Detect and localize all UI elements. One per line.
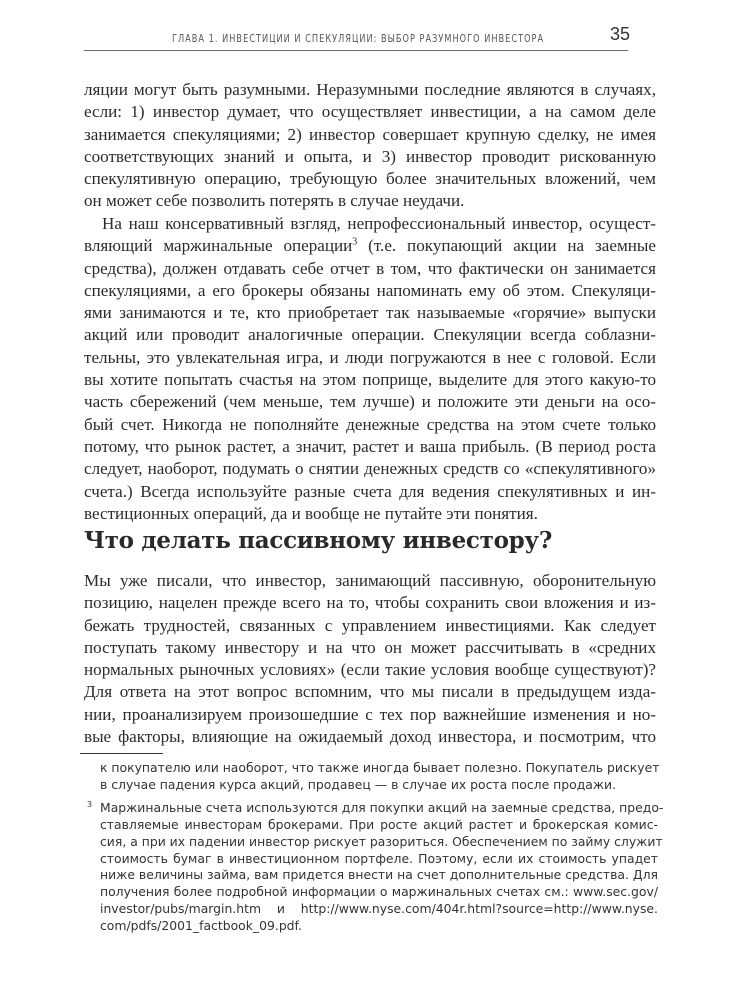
text-line: средства), должен отдавать себе отчет в том, что фактически он занимается <box>84 258 656 278</box>
text-line: соответствующих знаний и опыта, и 3) инвестор проводит рискованную <box>84 146 656 166</box>
text-line: Для ответа на этот вопрос вспомним, что мы писали в предыдущем изда- <box>84 682 656 702</box>
text-line: На наш консервативный взгляд, непрофессиональный инвестор, осущест- <box>102 214 656 233</box>
footnote-line: investor/pubs/margin.htm и http://www.nyse.com/404r.html?source=http://www.nyse. <box>100 901 658 917</box>
text-line: счета.) Всегда используйте разные счета для ведения спекулятивных и ин- <box>84 481 656 501</box>
text-fragment: (т.е. покупающий акции на заемные <box>357 236 656 256</box>
footnote-line: Маржинальные счета используются для покупки акций на заемные средства, предо- <box>100 799 664 815</box>
text-line: Мы уже писали, что инвестор, занимающий пассивную, оборонительную <box>84 571 656 590</box>
text-line: ями занимаются и те, кто приобретает так называемые «горячие» выпуски <box>84 303 656 323</box>
footnote-line: в случае падения курса акций, продавец — в случае их роста после продажи. <box>100 776 617 792</box>
text-line: вы хотите попытать счастья на этом поприще, выделите для этого какую-то <box>84 370 656 390</box>
text-line: позицию, нацелен прежде всего на то, чтобы сохранить свои вложения и из- <box>84 593 656 613</box>
footnote-marker: 3 <box>87 799 93 809</box>
text-line: он может себе позволить потерять в случае неудачи. <box>84 191 465 211</box>
footnote-line: сия, а при их падении инвестор рискует разориться. Обеспечением по займу служит <box>100 833 663 849</box>
paragraph-1 <box>84 79 656 213</box>
text-line: если: 1) инвестор думает, что осуществляет инвестиции, а на самом деле <box>84 102 656 122</box>
text-line: бый счет. Никогда не пополняйте денежные средства на этом счете только <box>84 414 656 434</box>
text-line: нормальных рыночных условиях» (если такие условия вообще существуют)? <box>84 660 656 680</box>
text-line: спекуляциями, а его брокеры обязаны напоминать ему об этом. Спекуляци- <box>84 280 656 300</box>
text-fragment: вляющий маржинальные операции <box>84 236 353 256</box>
text-line: ляции могут быть разумными. Неразумными последние являются в случаях, <box>84 80 656 99</box>
footnote-line: ниже величины займа, вам придется внести на счет дополнительные средства. Для <box>100 867 658 883</box>
text-line: акций или проводит аналогичные операции. Спекуляции всегда соблазни- <box>84 325 656 345</box>
footnote-line: к покупателю или наоборот, что также иногда бывает полезно. Покупатель рискует <box>100 760 660 775</box>
text-line <box>84 235 656 257</box>
text-line: вые факторы, влияющие на ожидаемый доход инвестора, и посмотрим, что <box>84 727 656 747</box>
footnotes <box>87 760 664 935</box>
paragraph-3 <box>84 570 656 748</box>
footnote-divider <box>80 753 163 754</box>
footnote-line: ставляемые инвесторам брокерами. При росте акций растет и брокерская комис- <box>100 816 658 832</box>
running-head <box>84 24 628 51</box>
footnote-continued <box>100 760 658 794</box>
chapter-title: ГЛАВА 1. ИНВЕСТИЦИИ И СПЕКУЛЯЦИИ: ВЫБОР РАЗУМНОГО ИНВЕСТОРА <box>172 33 545 45</box>
text-line: часть сбережений (чем меньше, тем лучше) и положите эти деньги на осо- <box>84 392 656 412</box>
text-line: поступать такому инвестору и на что он может рассчитывать в «средних <box>84 637 656 657</box>
text-line: следует, наоборот, подумать о снятии денежных средств со «спекулятивного» <box>84 459 656 479</box>
text-line: нии, проанализируем произошедшие с тех пор важнейшие изменения и но- <box>84 704 656 724</box>
footnote-line: стоимость бумаг в инвестиционном портфеле. Поэтому, если их стоимость упадет <box>100 850 658 866</box>
page-number: 35 <box>609 24 630 44</box>
text-line: бежать трудностей, связанных с управлением инвестициями. Как следует <box>84 615 656 635</box>
text-line: тельны, это увлекательная игра, и люди погружаются в нее с головой. Если <box>84 347 656 367</box>
section-heading: Что делать пассивному инвестору? <box>84 527 553 554</box>
paragraph-2 <box>84 213 656 525</box>
footnote-reference-3[interactable]: 3 <box>352 236 358 248</box>
text-line: потому, что рынок растет, а значит, растет и ваша прибыль. (В период роста <box>84 436 656 456</box>
text-line: спекулятивную операцию, требующую более значительных вложений, чем <box>84 169 656 189</box>
footnote-3 <box>87 799 664 935</box>
text-line: занимается спекуляциями; 2) инвестор совершает крупную сделку, не имея <box>84 124 656 144</box>
footnote-line: com/pdfs/2001_factbook_09.pdf. <box>100 918 302 934</box>
text-line: вестиционных операций, да и вообще не путайте эти понятия. <box>84 503 538 523</box>
footnote-line: получения более подробной информации о маржинальных счетах см.: www.sec.gov/ <box>100 884 658 900</box>
